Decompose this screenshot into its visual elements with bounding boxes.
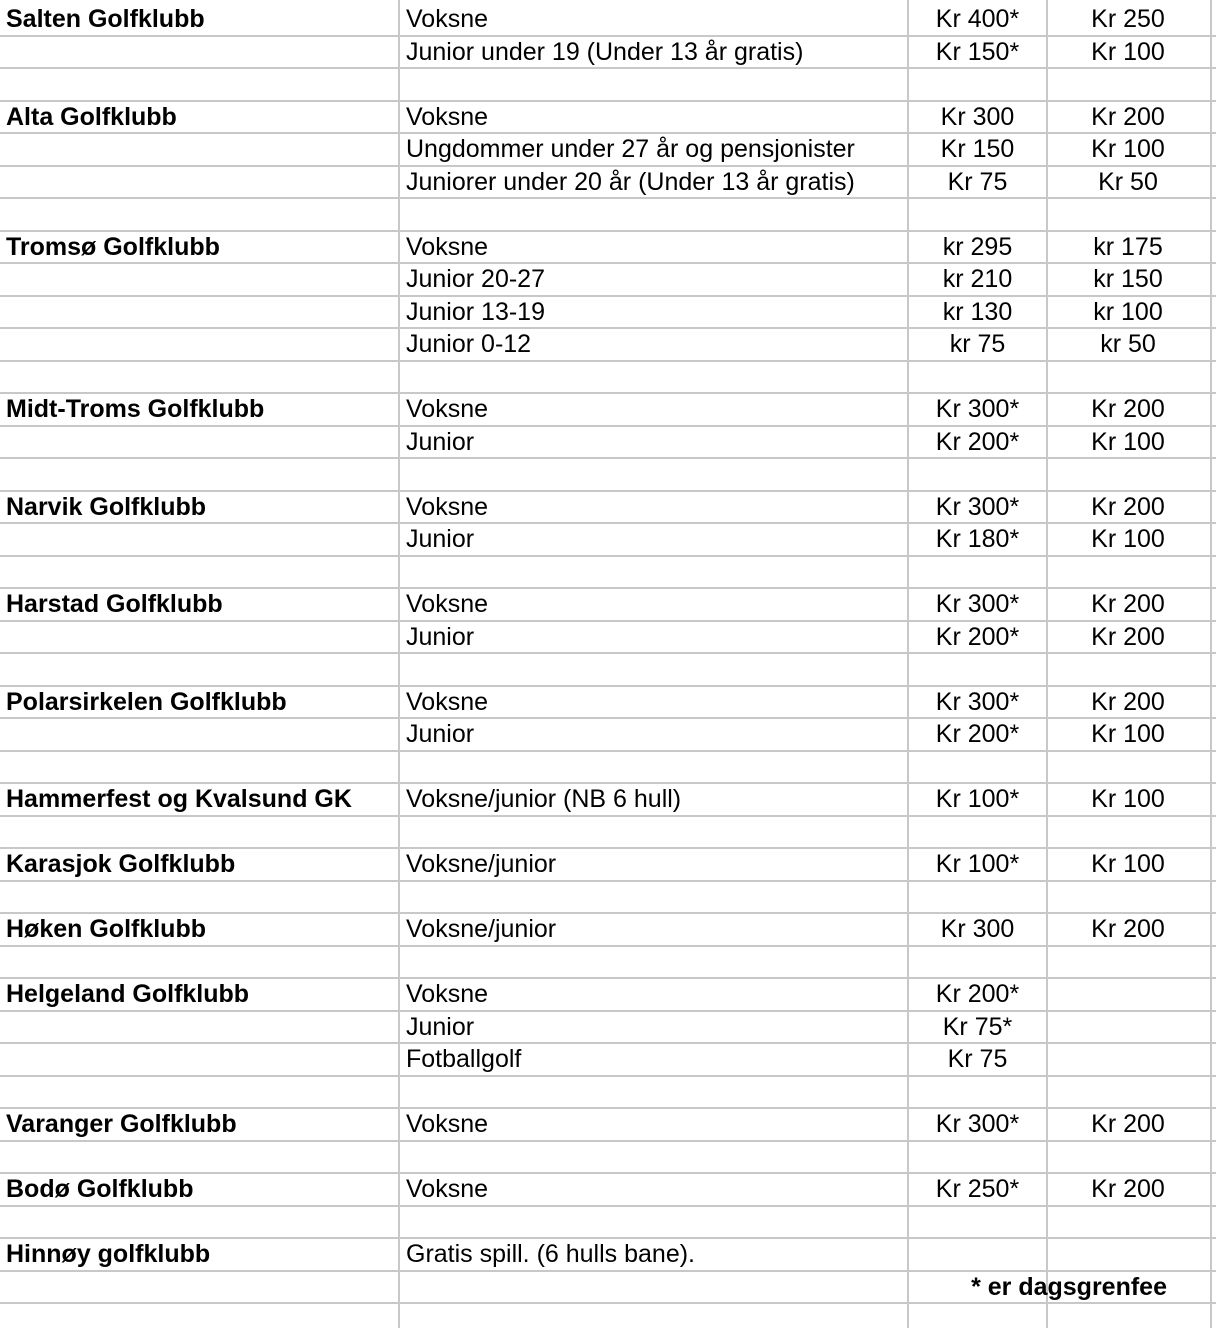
green-fee-cell[interactable] <box>909 1207 1046 1237</box>
green-fee-cell[interactable]: Kr 300 <box>940 102 1015 131</box>
green-fee-cell[interactable]: Kr 150 <box>940 135 1015 163</box>
table-row <box>0 492 1216 525</box>
reduced-fee-cell[interactable] <box>1048 1012 1208 1042</box>
club-name-cell[interactable] <box>6 134 396 164</box>
reduced-fee-cell[interactable]: Kr 200 <box>1091 492 1165 521</box>
table-row <box>0 914 1216 947</box>
green-fee-cell[interactable] <box>909 69 1046 99</box>
reduced-fee-cell[interactable]: Kr 200 <box>1091 915 1165 943</box>
table-row <box>0 394 1216 427</box>
green-fee-cell[interactable]: Kr 150* <box>935 37 1020 66</box>
table-row <box>0 329 1216 362</box>
green-fee-cell[interactable]: kr 130 <box>942 297 1013 326</box>
reduced-fee-cell[interactable]: Kr 100 <box>1091 720 1165 748</box>
club-name-cell[interactable] <box>6 199 396 229</box>
green-fee-cell[interactable]: Kr 200* <box>935 427 1020 456</box>
club-name-cell[interactable]: Helgeland Golfklubb <box>6 980 250 1008</box>
reduced-fee-cell[interactable]: Kr 100 <box>1091 37 1165 66</box>
table-row <box>0 1109 1216 1142</box>
green-fee-cell[interactable] <box>909 1077 1046 1107</box>
category-cell[interactable]: Voksne/junior <box>406 850 557 878</box>
table-row <box>0 362 1216 395</box>
club-name-cell[interactable] <box>6 1044 396 1074</box>
club-name-cell[interactable] <box>6 947 396 977</box>
reduced-fee-cell[interactable] <box>1048 882 1208 912</box>
category-cell[interactable]: Voksne <box>406 232 489 261</box>
category-cell[interactable]: Junior 13-19 <box>406 297 545 326</box>
green-fee-cell[interactable]: Kr 75 <box>947 167 1008 196</box>
reduced-fee-cell[interactable] <box>1048 1044 1208 1074</box>
club-name-cell[interactable] <box>6 37 396 67</box>
green-fee-cell[interactable]: Kr 300* <box>935 395 1020 423</box>
club-name-cell[interactable] <box>6 69 396 99</box>
reduced-fee-cell[interactable]: Kr 200 <box>1091 687 1165 716</box>
category-cell[interactable] <box>406 362 906 392</box>
table-row <box>0 557 1216 590</box>
table-row <box>0 524 1216 557</box>
category-cell[interactable]: Junior 0-12 <box>406 330 532 358</box>
green-fee-cell[interactable]: Kr 100* <box>935 785 1020 813</box>
club-name-cell[interactable] <box>6 719 396 749</box>
club-name-cell[interactable]: Polarsirkelen Golfklubb <box>6 687 287 716</box>
green-fee-cell[interactable] <box>909 1239 1046 1269</box>
category-cell[interactable] <box>406 1142 906 1172</box>
category-cell[interactable]: Voksne <box>406 1175 489 1203</box>
green-fee-cell[interactable]: Kr 300* <box>935 492 1020 521</box>
reduced-fee-cell[interactable] <box>1048 199 1208 229</box>
reduced-fee-cell[interactable] <box>1048 459 1208 489</box>
category-cell[interactable] <box>406 557 906 587</box>
green-fee-cell[interactable]: kr 75 <box>949 330 1006 358</box>
club-name-cell[interactable]: Høken Golfklubb <box>6 915 206 943</box>
category-cell[interactable]: Voksne/junior (NB 6 hull) <box>406 785 682 813</box>
green-fee-cell[interactable]: Kr 400* <box>935 5 1020 33</box>
club-name-cell[interactable]: Salten Golfklubb <box>6 5 205 33</box>
table-row <box>0 752 1216 785</box>
club-name-cell[interactable]: Harstad Golfklubb <box>6 590 223 618</box>
table-row <box>0 1077 1216 1110</box>
category-cell[interactable]: Ungdommer under 27 år og pensjonister <box>406 135 855 163</box>
table-row <box>0 1239 1216 1272</box>
category-cell[interactable] <box>406 1207 906 1237</box>
reduced-fee-cell[interactable]: Kr 250 <box>1091 5 1165 33</box>
club-name-cell[interactable] <box>6 752 396 782</box>
green-fee-cell[interactable] <box>909 882 1046 912</box>
green-fee-cell[interactable] <box>909 199 1046 229</box>
reduced-fee-cell[interactable]: kr 175 <box>1093 232 1163 261</box>
category-cell[interactable]: Voksne <box>406 5 489 33</box>
reduced-fee-cell[interactable] <box>1048 1207 1208 1237</box>
reduced-fee-cell[interactable] <box>1048 557 1208 587</box>
reduced-fee-cell[interactable]: Kr 200 <box>1091 1175 1165 1203</box>
category-cell[interactable]: Voksne <box>406 102 489 131</box>
category-cell[interactable]: Junior <box>406 720 475 748</box>
table-row <box>0 37 1216 70</box>
green-fee-cell[interactable]: Kr 300* <box>935 687 1020 716</box>
reduced-fee-cell[interactable]: kr 150 <box>1093 265 1163 293</box>
category-cell[interactable] <box>406 69 906 99</box>
green-fee-cell[interactable] <box>909 459 1046 489</box>
reduced-fee-cell[interactable]: kr 100 <box>1093 297 1163 326</box>
category-cell[interactable] <box>406 1077 906 1107</box>
green-fee-cell[interactable] <box>909 362 1046 392</box>
reduced-fee-cell[interactable]: kr 50 <box>1100 330 1156 358</box>
club-name-cell[interactable]: Hammerfest og Kvalsund GK <box>6 785 352 813</box>
category-cell[interactable]: Voksne/junior <box>406 915 557 943</box>
green-fee-cell[interactable] <box>909 752 1046 782</box>
category-cell[interactable]: Junior 20-27 <box>406 265 545 293</box>
green-fee-cell[interactable] <box>909 654 1046 684</box>
table-row <box>0 687 1216 720</box>
category-cell[interactable]: Voksne <box>406 1110 489 1138</box>
reduced-fee-cell[interactable] <box>1048 1142 1208 1172</box>
reduced-fee-cell[interactable]: Kr 200 <box>1091 622 1165 651</box>
table-row <box>0 622 1216 655</box>
club-name-cell[interactable] <box>6 524 396 554</box>
category-cell[interactable]: Voksne <box>406 687 489 716</box>
reduced-fee-cell[interactable] <box>1048 654 1208 684</box>
footnote-text: * er dagsgrenfee <box>971 1272 1167 1301</box>
reduced-fee-cell[interactable]: Kr 100 <box>1091 850 1165 878</box>
reduced-fee-cell[interactable]: Kr 200 <box>1091 590 1165 618</box>
reduced-fee-cell[interactable] <box>1048 752 1208 782</box>
table-row <box>0 459 1216 492</box>
club-name-cell[interactable] <box>6 1012 396 1042</box>
table-row <box>0 589 1216 622</box>
reduced-fee-cell[interactable] <box>1048 817 1208 847</box>
club-name-cell[interactable] <box>6 427 396 457</box>
table-row <box>0 69 1216 102</box>
club-name-cell[interactable] <box>6 362 396 392</box>
green-fee-cell[interactable]: Kr 180* <box>935 525 1020 553</box>
table-row <box>0 849 1216 882</box>
reduced-fee-cell[interactable]: Kr 200 <box>1091 1110 1165 1138</box>
table-row <box>0 784 1216 817</box>
club-name-cell[interactable] <box>6 167 396 197</box>
green-fee-cell[interactable]: Kr 100* <box>935 850 1020 878</box>
category-cell[interactable] <box>406 817 906 847</box>
green-fee-cell[interactable] <box>909 947 1046 977</box>
club-name-cell[interactable] <box>6 817 396 847</box>
table-row <box>0 719 1216 752</box>
green-fee-cell[interactable] <box>909 1142 1046 1172</box>
reduced-fee-cell[interactable] <box>1048 1077 1208 1107</box>
table-row <box>0 1044 1216 1077</box>
table-row <box>0 1142 1216 1175</box>
club-name-cell[interactable] <box>6 329 396 359</box>
green-fee-cell[interactable]: Kr 200* <box>935 720 1020 748</box>
category-cell[interactable]: Juniorer under 20 år (Under 13 år gratis) <box>406 167 855 196</box>
reduced-fee-cell[interactable]: Kr 100 <box>1091 427 1165 456</box>
green-fee-cell[interactable]: Kr 75* <box>942 1012 1013 1041</box>
category-cell[interactable]: Voksne <box>406 492 489 521</box>
reduced-fee-cell[interactable]: Kr 100 <box>1091 785 1165 813</box>
reduced-fee-cell[interactable]: Kr 100 <box>1091 525 1165 553</box>
green-fee-cell[interactable]: Kr 75 <box>947 1045 1008 1073</box>
category-cell[interactable] <box>406 947 906 977</box>
club-name-cell[interactable]: Tromsø Golfklubb <box>6 232 220 261</box>
category-cell[interactable]: Junior <box>406 427 475 456</box>
reduced-fee-cell[interactable] <box>1048 362 1208 392</box>
category-cell[interactable]: Voksne <box>406 980 489 1008</box>
table-row <box>0 654 1216 687</box>
category-cell[interactable]: Junior <box>406 1012 475 1041</box>
club-name-cell[interactable] <box>6 264 396 294</box>
green-fee-cell[interactable] <box>909 557 1046 587</box>
category-cell[interactable]: Fotballgolf <box>406 1045 522 1073</box>
club-name-cell[interactable]: Varanger Golfklubb <box>6 1110 237 1138</box>
club-name-cell[interactable] <box>6 557 396 587</box>
club-name-cell[interactable]: Bodø Golfklubb <box>6 1175 194 1203</box>
reduced-fee-cell[interactable] <box>1048 947 1208 977</box>
reduced-fee-cell[interactable] <box>1048 69 1208 99</box>
club-name-cell[interactable] <box>6 1077 396 1107</box>
footnote-row <box>0 1272 1216 1305</box>
table-row <box>0 134 1216 167</box>
category-cell[interactable]: Gratis spill. (6 hulls bane). <box>406 1240 696 1268</box>
category-cell[interactable] <box>406 459 906 489</box>
club-name-cell[interactable] <box>6 882 396 912</box>
green-fee-cell[interactable]: Kr 300 <box>940 915 1015 943</box>
green-fee-cell[interactable]: Kr 200* <box>935 622 1020 651</box>
table-row <box>0 4 1216 37</box>
category-cell[interactable]: Junior <box>406 525 475 553</box>
table-row <box>0 1207 1216 1240</box>
club-name-cell[interactable] <box>6 1207 396 1237</box>
table-row <box>0 882 1216 915</box>
category-cell[interactable]: Voksne <box>406 590 489 618</box>
category-cell[interactable] <box>406 752 906 782</box>
reduced-fee-cell[interactable]: Kr 200 <box>1091 395 1165 423</box>
club-name-cell[interactable]: Hinnøy golfklubb <box>6 1240 211 1268</box>
table-row <box>0 264 1216 297</box>
table-row <box>0 979 1216 1012</box>
category-cell[interactable] <box>406 199 906 229</box>
green-fee-cell[interactable]: Kr 200* <box>935 980 1020 1008</box>
green-fee-cell[interactable]: Kr 250* <box>935 1175 1020 1203</box>
table-row <box>0 947 1216 980</box>
category-cell[interactable] <box>406 654 906 684</box>
club-name-cell[interactable]: Midt-Troms Golfklubb <box>6 395 265 423</box>
club-name-cell[interactable] <box>6 459 396 489</box>
club-name-cell[interactable] <box>6 297 396 327</box>
table-row <box>0 817 1216 850</box>
green-fee-cell[interactable]: kr 210 <box>942 265 1013 293</box>
reduced-fee-cell[interactable]: Kr 100 <box>1091 135 1165 163</box>
green-fee-cell[interactable]: kr 295 <box>942 232 1013 261</box>
table-row <box>0 427 1216 460</box>
green-fee-cell[interactable]: Kr 300* <box>935 590 1020 618</box>
reduced-fee-cell[interactable]: Kr 200 <box>1091 102 1165 131</box>
club-name-cell[interactable] <box>6 1142 396 1172</box>
table-row <box>0 232 1216 265</box>
reduced-fee-cell[interactable]: Kr 50 <box>1098 167 1158 196</box>
table-row <box>0 297 1216 330</box>
category-cell[interactable] <box>406 882 906 912</box>
table-row <box>0 1174 1216 1207</box>
category-cell[interactable]: Junior under 19 (Under 13 år gratis) <box>406 37 804 66</box>
club-name-cell[interactable]: Narvik Golfklubb <box>6 492 207 521</box>
category-cell[interactable]: Junior <box>406 622 475 651</box>
table-row <box>0 199 1216 232</box>
club-name-cell[interactable] <box>6 654 396 684</box>
table-row <box>0 102 1216 135</box>
club-name-cell[interactable] <box>6 622 396 652</box>
reduced-fee-cell[interactable] <box>1048 1239 1208 1269</box>
club-name-cell[interactable]: Alta Golfklubb <box>6 102 177 131</box>
reduced-fee-cell[interactable] <box>1048 979 1208 1009</box>
green-fee-cell[interactable] <box>909 817 1046 847</box>
club-name-cell[interactable]: Karasjok Golfklubb <box>6 850 236 878</box>
category-cell[interactable]: Voksne <box>406 395 489 423</box>
table-row <box>0 1012 1216 1045</box>
green-fee-cell[interactable]: Kr 300* <box>935 1110 1020 1138</box>
table-row <box>0 167 1216 200</box>
